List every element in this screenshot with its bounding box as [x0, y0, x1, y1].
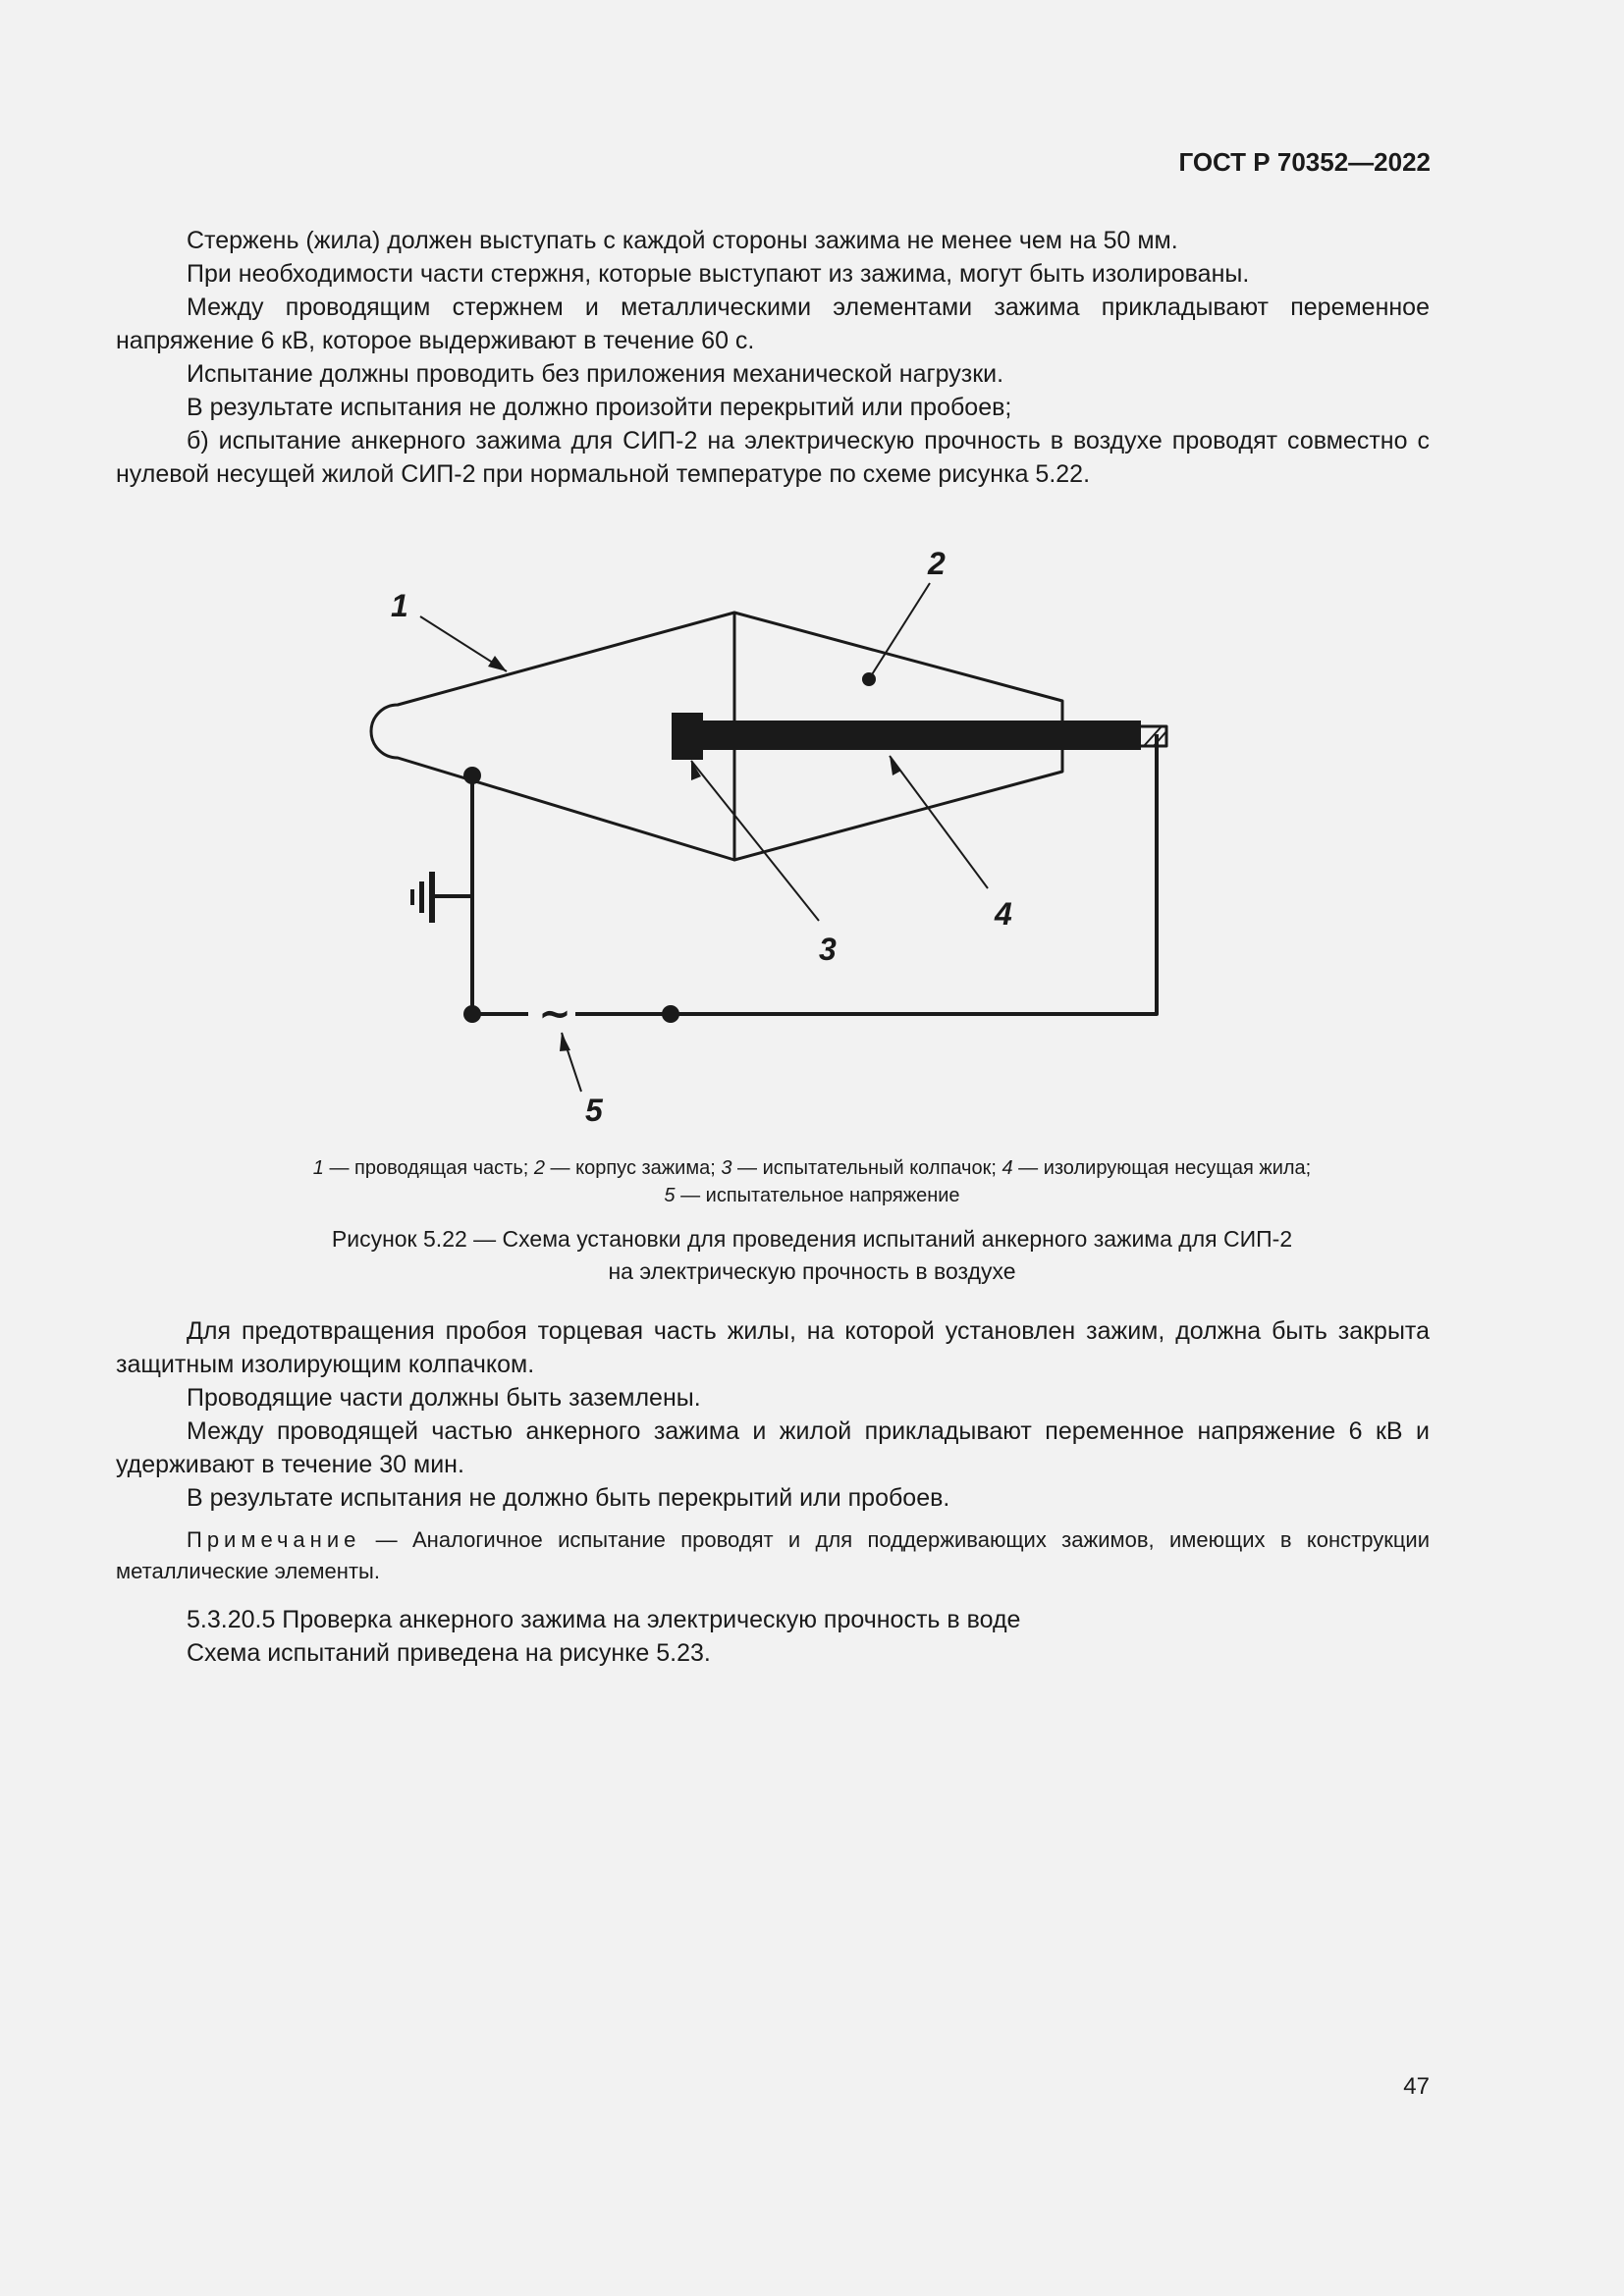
note-text: — Аналогичное испытание проводят и для поддерживающих зажимов, имеющих в конструкции металлические элементы. — [116, 1527, 1430, 1583]
paragraph: Между проводящей частью анкерного зажима и жилой прикладывают переменное напряжение 6 кВ и удерживают в течение 30 мин. — [116, 1417, 1430, 1478]
standard-header: ГОСТ Р 70352—2022 — [1178, 147, 1431, 177]
circuit-wire-right — [575, 734, 1157, 1014]
paragraph: Испытание должны проводить без приложения механической нагрузки. — [187, 360, 1004, 388]
legend-text: — изолирующая несущая жила; — [1012, 1157, 1312, 1179]
body-text-final — [116, 1603, 1430, 1670]
paragraph: Проводящие части должны быть заземлены. — [187, 1384, 701, 1412]
paragraph: В результате испытания не должно произойти перекрытий или пробоев; — [187, 394, 1012, 421]
paragraph: Между проводящим стержнем и металлическими элементами зажима прикладывают переменное напряжение 6 кВ, которое выдерживают в течение 60 с. — [116, 294, 1430, 354]
page-number: 47 — [1403, 2073, 1430, 2100]
body-text-bottom — [116, 1314, 1430, 1515]
figure-caption — [0, 1223, 1624, 1288]
legend-num: 1 — [312, 1157, 324, 1179]
junction-dot — [463, 1005, 481, 1023]
test-cap — [672, 713, 703, 760]
ac-source-symbol: ~ — [538, 991, 571, 1037]
legend-line-1 — [0, 1154, 1624, 1182]
callout-5: 5 — [585, 1093, 603, 1128]
circuit-wire — [472, 775, 528, 1014]
callout-1: 1 — [391, 588, 408, 623]
figure-legend — [0, 1154, 1624, 1209]
paragraph: б) испытание анкерного зажима для СИП-2 на электрическую прочность в воздухе проводят совместно с нулевой несущей жилой СИП-2 при нормальной температуре по схеме рисунка 5.22. — [116, 427, 1430, 488]
junction-dot — [463, 767, 481, 784]
legend-num: 2 — [533, 1157, 545, 1179]
paragraph: В результате испытания не должно быть перекрытий или пробоев. — [187, 1484, 950, 1512]
junction-dot — [662, 1005, 679, 1023]
caption-line: Рисунок 5.22 — Схема установки для проведения испытаний анкерного зажима для СИП-2 — [331, 1226, 1293, 1252]
legend-text: — испытательное напряжение — [675, 1185, 960, 1206]
paragraph: При необходимости части стержня, которые выступают из зажима, могут быть изолированы. — [187, 260, 1250, 288]
legend-text: — проводящая часть; — [323, 1157, 534, 1179]
leader-4 — [890, 756, 988, 888]
insulated-conductor — [687, 721, 1141, 750]
legend-num: 5 — [664, 1185, 676, 1206]
note-label: Примечание — [187, 1527, 361, 1552]
paragraph: Стержень (жила) должен выступать с каждой стороны зажима не менее чем на 50 мм. — [187, 227, 1178, 254]
note — [116, 1524, 1430, 1587]
section-heading: 5.3.20.5 Проверка анкерного зажима на электрическую прочность в воде — [187, 1606, 1021, 1633]
paragraph: Для предотвращения пробоя торцевая часть жилы, на которой установлен зажим, должна быть закрыта защитным изолирующим колпачком. — [116, 1317, 1430, 1378]
callout-2: 2 — [928, 546, 946, 581]
ground-icon — [429, 872, 435, 923]
body-marker-dot — [862, 672, 876, 686]
leader-2 — [869, 583, 930, 679]
callout-4: 4 — [995, 896, 1012, 932]
caption-line: на электрическую прочность в воздухе — [608, 1258, 1016, 1284]
legend-num: 3 — [721, 1157, 732, 1179]
paragraph: Схема испытаний приведена на рисунке 5.23. — [187, 1639, 711, 1667]
legend-text: — корпус зажима; — [545, 1157, 722, 1179]
legend-num: 4 — [1001, 1157, 1013, 1179]
legend-text: — испытательный колпачок; — [731, 1157, 1002, 1179]
leader-3 — [691, 761, 819, 921]
callout-3: 3 — [819, 932, 837, 967]
legend-line-2 — [0, 1182, 1624, 1209]
